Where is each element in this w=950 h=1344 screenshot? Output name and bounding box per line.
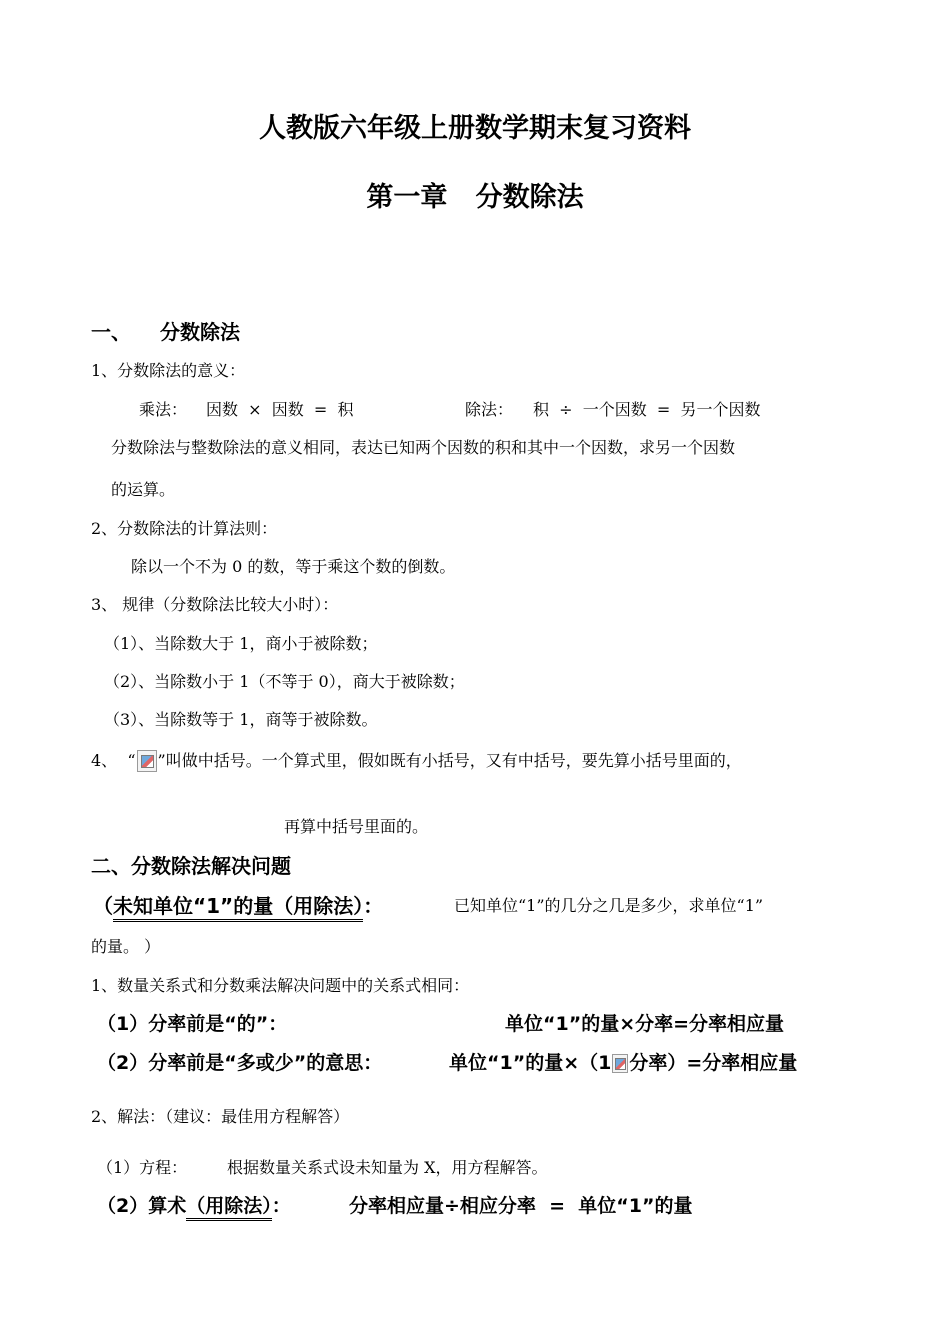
section1-heading: 分数除法 xyxy=(160,320,240,344)
bracket-text: ”叫做中括号。一个算式里，假如既有小括号，又有中括号，要先算小括号里面的， xyxy=(157,751,742,770)
rule-text: 除以一个不为 0 的数，等于乘这个数的倒数。 xyxy=(131,557,456,576)
div-label: 除法： xyxy=(465,400,514,419)
div-formula: 积 ÷ 一个因数 = 另一个因数 xyxy=(533,400,761,419)
bracket-item xyxy=(91,748,742,772)
unknown-unit-label: 未知单位“1”的量（用除法） xyxy=(113,894,363,922)
case-2-label: （2）分率前是“多或少”的意思： xyxy=(97,1052,383,1074)
method-item: 2、解法：（建议：最佳用方程解答） xyxy=(91,1107,350,1126)
section2-heading: 二、分数除法解决问题 xyxy=(91,854,291,878)
relation-item: 1、数量关系式和分数乘法解决问题中的关系式相同： xyxy=(91,976,470,995)
section1-heading-number: 一、 xyxy=(91,320,131,344)
method-2-formula: 分率相应量÷相应分率 = 单位“1”的量 xyxy=(349,1195,693,1217)
unknown-unit-desc-2: 的量。 ） xyxy=(91,937,161,956)
broken-image-icon xyxy=(137,750,157,772)
unknown-unit-desc: 已知单位“1”的几分之几是多少，求单位“1” xyxy=(454,896,764,915)
mult-formula: 因数 × 因数 = 积 xyxy=(206,400,354,419)
method-2-label: （2）算术 xyxy=(97,1195,187,1217)
method-2-sub: （用除法） xyxy=(186,1195,272,1221)
unknown-unit-line xyxy=(93,890,383,919)
method-2-colon: ： xyxy=(271,1195,291,1217)
chapter-title: 第一章 分数除法 xyxy=(366,182,584,213)
unknown-unit-colon: ： xyxy=(363,894,384,918)
page-title: 人教版六年级上册数学期末复习资料 xyxy=(259,113,691,144)
meaning-line-2: 的运算。 xyxy=(111,480,176,499)
law-1: （1）、当除数大于 1，商小于被除数； xyxy=(104,634,378,653)
case-1-label: （1）分率前是“的”： xyxy=(97,1013,288,1035)
meaning-item: 1、分数除法的意义： xyxy=(91,361,246,380)
case-2-formula xyxy=(449,1048,797,1075)
case-2-formula-b: 分率）=分率相应量 xyxy=(629,1052,798,1074)
method-2-line xyxy=(97,1191,291,1218)
bracket-prefix: 4、 “ xyxy=(91,751,136,770)
mult-label: 乘法： xyxy=(139,400,188,419)
case-1-formula: 单位“1”的量×分率=分率相应量 xyxy=(505,1013,785,1035)
law-2: （2）、当除数小于 1（不等于 0），商大于被除数； xyxy=(104,672,465,691)
bracket-line-2: 再算中括号里面的。 xyxy=(284,817,429,836)
law-3: （3）、当除数等于 1，商等于被除数。 xyxy=(104,710,378,729)
broken-image-icon xyxy=(612,1054,628,1073)
method-1-desc: 根据数量关系式设未知量为 X，用方程解答。 xyxy=(227,1158,548,1177)
rule-item: 2、分数除法的计算法则： xyxy=(91,519,278,538)
law-item: 3、 规律（分数除法比较大小时）： xyxy=(91,595,339,614)
case-2-formula-a: 单位“1”的量×（1 xyxy=(449,1052,612,1074)
unknown-open-paren: （ xyxy=(93,894,113,918)
method-1-label: （1）方程： xyxy=(97,1158,188,1177)
meaning-line-1: 分数除法与整数除法的意义相同，表达已知两个因数的积和其中一个因数，求另一个因数 xyxy=(111,438,736,457)
